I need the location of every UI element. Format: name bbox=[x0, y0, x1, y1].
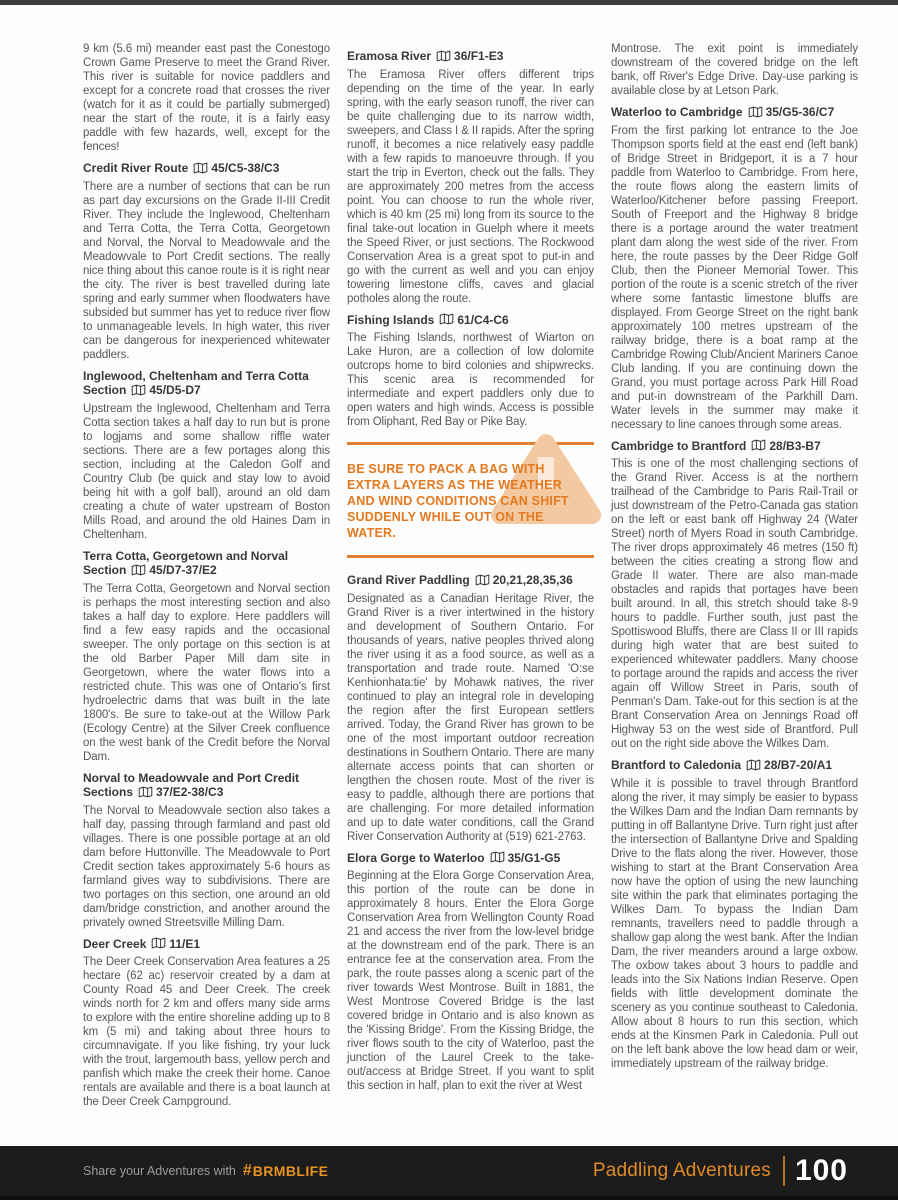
section-title: Terra Cotta, Georgetown and Norval Section bbox=[83, 548, 289, 577]
section-heading bbox=[611, 758, 858, 773]
section-title: Elora Gorge to Waterloo bbox=[347, 850, 485, 865]
body-paragraph: There are a number of sections that can be run as part day excursions on the Grade II-III Credit River. They include the Inglewood, Cheltenham and Terra Cotta, the Terra Cotta, Georgetown and Norval, the Norval to Meadowvale and the Meadowvale to Port Credit sections. The really nice thing about this canoe route is it is right near the city. The river is best travelled during late spring and early summer when floodwaters have subsided but summer has yet to reduce river flow to unmanageable levels. In high water, this river can be dangerous for inexperienced whitewater paddlers. bbox=[83, 180, 330, 361]
map-book-icon bbox=[131, 383, 146, 398]
map-reference: 61/C4-C6 bbox=[457, 312, 509, 327]
body-paragraph: From the first parking lot entrance to the Joe Thompson sports field at the east end (left bank) of Bridge Street in Bridgeport, it is a 7 hour paddle from Waterloo to Cambridge. From here, the route flows along the eastern limits of Waterloo/Kitchener before passing Freeport. South of Freeport and the Highway 8 bridge there is a portage around the water treatment plant dam along the west side of the river. From here, the route passes by the Deer Ridge Golf Club, then the Pioneer Memorial Tower. This portion of the route is a scenic stretch of the river where some fantastic limestone bluffs are displayed. From George Street on the right bank approximately 100 metres upstream of the railway bridge, there is a boat ramp at the Cambridge Rowing Club/Ancient Mariners Canoe Club landing. If you are continuing down the Grand, you must portage across Park Hill Road and put-in downstream of the Parkhill Dam. Water levels in the summer may make it necessary to line canoes through some areas. bbox=[611, 124, 858, 431]
section-title: Deer Creek bbox=[83, 936, 147, 951]
map-reference: 37/E2-38/C3 bbox=[156, 785, 224, 799]
text-column-1 bbox=[83, 42, 330, 1115]
body-paragraph: Designated as a Canadian Heritage River, the Grand River is a river intertwined in the history and development of Southern Ontario. For thousands of years, native peoples thrived along the river using it as a food source, as well as a transportation and trade route. Named 'O:se Kenhionhata:tie' by Mohawk natives, the river continued to play an integral role in developing the region after the first European settlers arrived. Today, the Grand River has grown to be one of the most important outdoor recreation destinations in Southern Ontario. There are many alternate access points that can shorten or lengthen the chosen route. Most of the river is easy to paddle, although there are portions that are challenging. For more detailed information and up to date water conditions, call the Grand River Conservation Authority at (519) 621-2763. bbox=[347, 592, 594, 843]
section-title: Norval to Meadowvale and Port Credit Sections bbox=[83, 770, 300, 799]
body-paragraph: The Eramosa River offers different trips depending on the time of the year. In early spring, with the early season runoff, the river can be quite challenging due to its narrow width, sweepers, and Class I & II rapids. After the spring runoff, it becomes a nice relatively easy paddle with a few rapids to manoeuvre through. If you start the trip in Everton, check out the falls. They are approximately 200 metres from the access point. You can choose to run the whole river, which is 40 km (25 mi) long from its source to the final take-out location in Guelph where it meets the Speed River, or just sections. The Rockwood Conservation Area is a great spot to put-in and go with the current as well and you can enjoy towering limestone cliffs, caves and glacial potholes along the route. bbox=[347, 68, 594, 305]
section-label: Paddling Adventures bbox=[592, 1160, 771, 1181]
map-reference: 45/D5-D7 bbox=[149, 383, 201, 397]
section-heading bbox=[83, 369, 330, 398]
section-heading bbox=[347, 851, 594, 866]
map-book-icon bbox=[151, 937, 166, 952]
footer-share-group bbox=[83, 1162, 328, 1180]
hashtag-burst-icon: # bbox=[242, 1162, 252, 1179]
map-book-icon bbox=[131, 563, 146, 578]
section-title: Fishing Islands bbox=[347, 312, 435, 327]
section-heading bbox=[83, 937, 330, 952]
map-reference: 11/E1 bbox=[169, 936, 201, 951]
map-reference: 45/C5-38/C3 bbox=[211, 161, 280, 175]
section-heading bbox=[611, 439, 858, 454]
body-paragraph: Montrose. The exit point is immediately downstream of the covered bridge on the left bank, off River's Edge Drive. Day-use parking is available close by at Letson Park. bbox=[611, 43, 858, 97]
map-book-icon bbox=[138, 785, 153, 800]
section-title: Grand River Paddling bbox=[347, 573, 470, 587]
map-reference: 28/B3-B7 bbox=[769, 438, 821, 453]
body-paragraph: The Fishing Islands, northwest of Wiarton on Lake Huron, are a collection of low dolomite outcrops home to bird colonies and shipwrecks. This scenic area is recommended for intermediate and expert paddlers only due to open waters and high winds. Access is possible from Oliphant, Red Bay or Pike Bay. bbox=[347, 332, 594, 428]
section-title: Credit River Route bbox=[83, 161, 189, 175]
section-heading bbox=[83, 161, 330, 176]
section-title: Cambridge to Brantford bbox=[611, 438, 747, 453]
footer-page-group bbox=[593, 1154, 848, 1188]
safety-callout bbox=[347, 442, 594, 558]
section-heading bbox=[83, 549, 330, 578]
section-title: Waterloo to Cambridge bbox=[611, 105, 743, 119]
body-paragraph: 9 km (5.6 mi) meander east past the Conestogo Crown Game Preserve to meet the Grand River. This river is suitable for novice paddlers and except for a concrete road that crosses the river (watch for it as it could be partially submerged) near the start of the route, it is a fairly easy paddle with few hazards, well, except for the fences! bbox=[83, 43, 330, 153]
text-column-2 bbox=[347, 42, 594, 1115]
map-reference: 35/G5-36/C7 bbox=[765, 105, 835, 119]
map-reference: 28/B7-20/A1 bbox=[764, 758, 833, 772]
brmblife-tag: BRMBLIFE bbox=[252, 1163, 329, 1179]
map-book-icon bbox=[751, 439, 766, 454]
safety-callout-text: BE SURE TO PACK A BAG WITH EXTRA LAYERS AS THE WEATHER AND WIND CONDITIONS CAN SHIFT SUDDENLY WHILE OUT ON THE WATER. bbox=[347, 462, 569, 540]
section-heading bbox=[83, 771, 330, 800]
footer-divider bbox=[783, 1156, 785, 1186]
map-reference: 35/G1-G5 bbox=[507, 850, 561, 865]
map-reference: 36/F1-E3 bbox=[454, 49, 504, 63]
map-book-icon bbox=[439, 313, 454, 328]
body-paragraph: The Terra Cotta, Georgetown and Norval section is perhaps the most interesting section and also takes a half day to explore. Here paddlers will find a few easy rapids and the occasional sweeper. The only portage on this section is at the old Barber Paper Mill dam site in Georgetown, where the water flows into a restricted chute. This was one of Ontario's first hydroelectric dams that was built in the late 1800's. Be sure to take-out at the Willow Park (Ecology Centre) at the Silver Creek confluence on the west bank of the Credit before the Norval Dam. bbox=[83, 582, 330, 763]
section-title: Eramosa River bbox=[347, 49, 432, 63]
body-paragraph: While it is possible to travel through Brantford along the river, it may simply be easier to bypass the Wilkes Dam and the Indian Dam remnants by putting in off Ballantyne Drive. Turn right just after the intersection of Ballantyne Drive and Spalding Drive to the flats along the river. However, those wishing to start at the Brant Conservation Area now have the option of using the new launching site within the park that eliminates portaging the Wilkes Dam. To bypass the Indian Dam remnants, travellers need to paddle through a shallow gap along the west bank. After the Indian Dam, the river meanders around a large oxbow. The oxbow takes about 3 hours to paddle and leads into the Six Nations Indian Reserve. Open fields with little development dominate the scenery as you continue southeast to Caledonia. Allow about 8 hours to run this section, which ends at the Kinsmen Park in Caledonia. Pull out on the left bank above the low head dam or weir, immediately upstream of the railway bridge. bbox=[611, 777, 858, 1070]
body-paragraph: This is one of the most challenging sections of the Grand River. Access is at the northern trailhead of the Cambridge to Paris Rail-Trail or just downstream of the Petro-Canada gas station on the left or east bank off Highway 24 (Water Street) north of Myers Road in south Cambridge. The river drops approximately 46 metres (150 ft) between the cities creating a strong flow and Grade II water. There are also man-made obstacles and rapids that portages have been built around. In all, this stretch should take 8-9 hours to paddle. Further south, just past the Spottiswood Bluffs, there are Class II or III rapids during high water that are best suited to experienced whitewater paddlers. Many choose to portage around the rapids and access the river again off Willow Street in Paris, south of Penman's Dam. Take-out for this section is at the Brant Conservation Area on Jennings Road off Highway 53 on the west side of Brantford. Pull out on the right side above the Wilkes Dam. bbox=[611, 458, 858, 750]
map-book-icon bbox=[193, 161, 208, 176]
section-heading bbox=[347, 313, 594, 328]
section-heading bbox=[347, 573, 594, 588]
section-heading bbox=[347, 49, 594, 64]
body-paragraph: The Deer Creek Conservation Area features a 25 hectare (62 ac) reservoir created by a dam at County Road 45 and Deer Creek. The creek winds north for 2 km and offers many side arms to explore with the entire shoreline adding up to 8 km (5 mi) and taking about three hours to circumnavigate. If you like fishing, try your luck with the trout, largemouth bass, yellow perch and panfish which make the creek their home. Canoe rentals are available and there is a boat launch at the Deer Creek Campground. bbox=[83, 956, 330, 1108]
map-book-icon bbox=[748, 105, 763, 120]
section-title: Brantford to Caledonia bbox=[611, 758, 742, 772]
page-number: 100 bbox=[794, 1154, 848, 1187]
section-heading bbox=[611, 105, 858, 120]
text-column-3 bbox=[611, 42, 858, 1115]
section-title: Inglewood, Cheltenham and Terra Cotta Section bbox=[83, 368, 309, 397]
footer-bar bbox=[0, 1146, 898, 1200]
page-top-edge bbox=[0, 0, 898, 5]
map-reference: 45/D7-37/E2 bbox=[149, 563, 217, 577]
share-label: Share your Adventures with bbox=[83, 1164, 236, 1178]
body-paragraph: Beginning at the Elora Gorge Conservation Area, this portion of the route can be done in approximately 8 hours. Enter the Elora Gorge Conservation Area from Wellington County Road 21 and access the river from the low-level bridge at the downstream end of the park. There is an entrance fee at the conservation area. From the park, the route passes along a scenic part of the river towards West Montrose. Built in 1881, the West Montrose Covered Bridge is the last covered bridge in Ontario and is also known as the 'Kissing Bridge'. From the Kissing Bridge, the river flows south to the city of Waterloo, past the junction of the Laurel Creek to the take-out/access at Bridge Street. If you want to split this section in half, plan to exit the river at West bbox=[347, 870, 594, 1092]
map-book-icon bbox=[490, 851, 505, 866]
map-book-icon bbox=[475, 573, 490, 588]
body-paragraph: The Norval to Meadowvale section also takes a half day, passing through farmland and past old villages. There is one possible portage at an old dam before Huttonville. The Meadowvale to Port Credit section takes approximately 5-6 hours as farmland gives way to subdivisions. There are two portages on this section, one around an old dam/bridge constriction, and another around the privately owned Streetsville Milling Dam. bbox=[83, 804, 330, 929]
body-paragraph: Upstream the Inglewood, Cheltenham and Terra Cotta section takes a half day to run but is prone to logjams and some shallow riffle water sections. There are a few portages along this section, including at the Caledon Golf and Country Club (be quick and stay low to avoid being hit with a golf ball), around an old dam creating a chute of water upstream of Boston Mills Road, and around the old Haines Dam in Cheltenham. bbox=[83, 402, 330, 541]
map-book-icon bbox=[436, 49, 451, 64]
map-book-icon bbox=[746, 758, 761, 773]
map-reference: 20,21,28,35,36 bbox=[492, 573, 573, 587]
